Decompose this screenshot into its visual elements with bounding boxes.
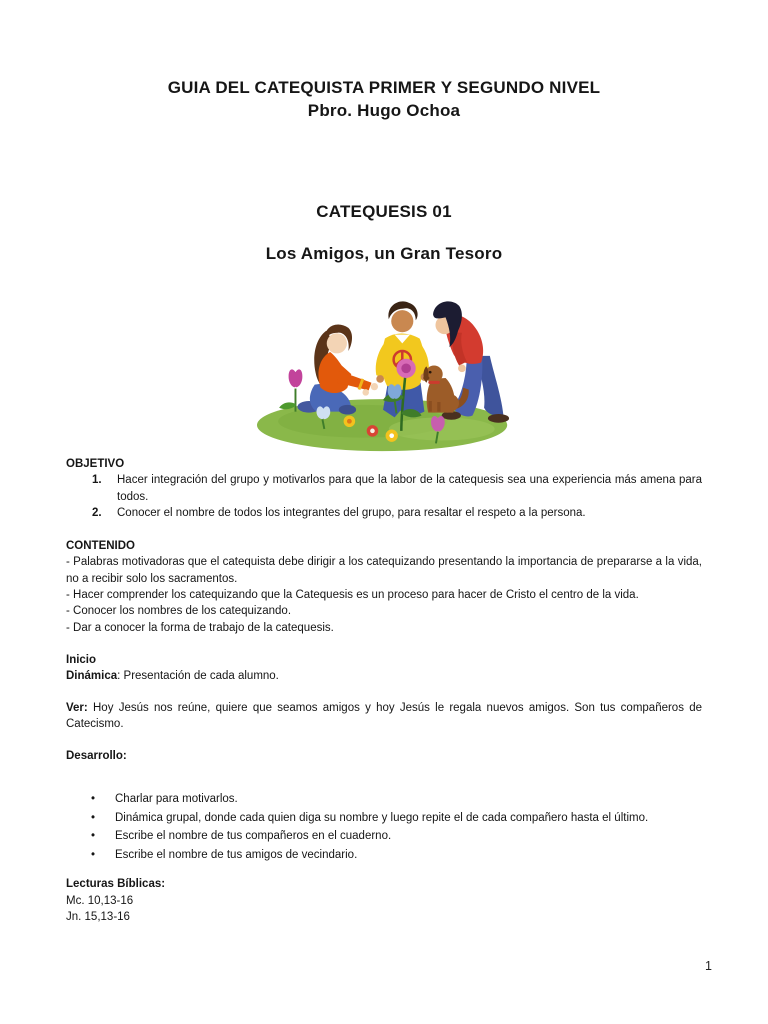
page-number: 1: [705, 959, 712, 973]
contenido-line-3: - Conocer los nombres de los catequizando.: [66, 605, 292, 618]
desarrollo-item-2: [66, 810, 702, 826]
section-heading-desarrollo: Desarrollo:: [66, 750, 127, 763]
dinamica-text: : Presentación de cada alumno.: [117, 670, 279, 683]
bullet-marker: •: [91, 830, 96, 843]
list-number: 1.: [92, 474, 102, 487]
list-text: Conocer el nombre de todos los integrantes del grupo, para resaltar el respeto a la persona.: [117, 506, 586, 519]
ver-text: Hoy Jesús nos reúne, quiere que seamos amigos y hoy Jesús le regala nuevos amigos. Son tus compañeros de Catecismo.: [66, 701, 702, 730]
section-heading-contenido: CONTENIDO: [66, 540, 135, 553]
desarrollo-list: [66, 791, 702, 863]
contenido-line-1: - Palabras motivadoras que el catequista debe dirigir a los catequizando presentando la importancia de prepararse a la vida, no a recibir solo los sacramentos.: [66, 556, 702, 585]
list-text: Dinámica grupal, donde cada quien diga su nombre y luego repite el de cada compañero hasta el último.: [115, 811, 649, 824]
section-heading-objetivo: OBJETIVO: [66, 458, 125, 470]
lesson-number: CATEQUESIS 01: [316, 202, 452, 221]
illustration-svg: [244, 275, 524, 453]
document-title: GUIA DEL CATEQUISTA PRIMER Y SEGUNDO NIVEL: [167, 78, 601, 97]
contenido-line-4: - Dar a conocer la forma de trabajo de la catequesis.: [66, 621, 334, 634]
objetivo-item-2: [66, 505, 702, 521]
bullet-marker: •: [91, 811, 96, 824]
dinamica-line: [66, 668, 702, 684]
flower-red: [367, 425, 379, 437]
dinamica-label: Dinámica: [66, 670, 118, 683]
list-text: Escribe el nombre de tus compañeros en el cuaderno.: [115, 830, 392, 843]
objetivo-list: [66, 472, 702, 521]
bible-ref-2: Jn. 15,13-16: [66, 910, 130, 923]
objetivo-item-1: [66, 472, 702, 505]
flower-daisy-yellow: [344, 415, 356, 427]
document-text: [66, 456, 702, 925]
desarrollo-item-3: [66, 828, 702, 844]
section-heading-inicio: Inicio: [66, 653, 97, 666]
lesson-title: Los Amigos, un Gran Tesoro: [265, 244, 503, 263]
bible-ref-1: Mc. 10,13-16: [66, 894, 134, 907]
bullet-marker: •: [91, 848, 96, 861]
desarrollo-item-4: [66, 847, 702, 863]
section-heading-lecturas: Lecturas Bíblicas:: [66, 878, 166, 891]
bullet-marker: •: [91, 793, 96, 806]
contenido-line-2: - Hacer comprender los catequizando que la Catequesis es un proceso para hacer de Cristo el centro de la vida.: [66, 589, 639, 602]
list-text: Escribe el nombre de tus amigos de vecindario.: [115, 848, 358, 861]
children-gardening-illustration: [66, 275, 702, 453]
flower-yellow-2: [386, 430, 398, 442]
desarrollo-item-1: [66, 791, 702, 807]
list-text: Hacer integración del grupo y motivarlos para que la labor de la catequesis sea una experiencia más amena para todos.: [117, 474, 702, 503]
document-author: Pbro. Hugo Ochoa: [307, 101, 461, 120]
list-text: Charlar para motivarlos.: [115, 793, 238, 806]
list-number: 2.: [92, 506, 102, 519]
ver-paragraph: [66, 700, 702, 733]
ver-label: Ver:: [66, 701, 88, 714]
